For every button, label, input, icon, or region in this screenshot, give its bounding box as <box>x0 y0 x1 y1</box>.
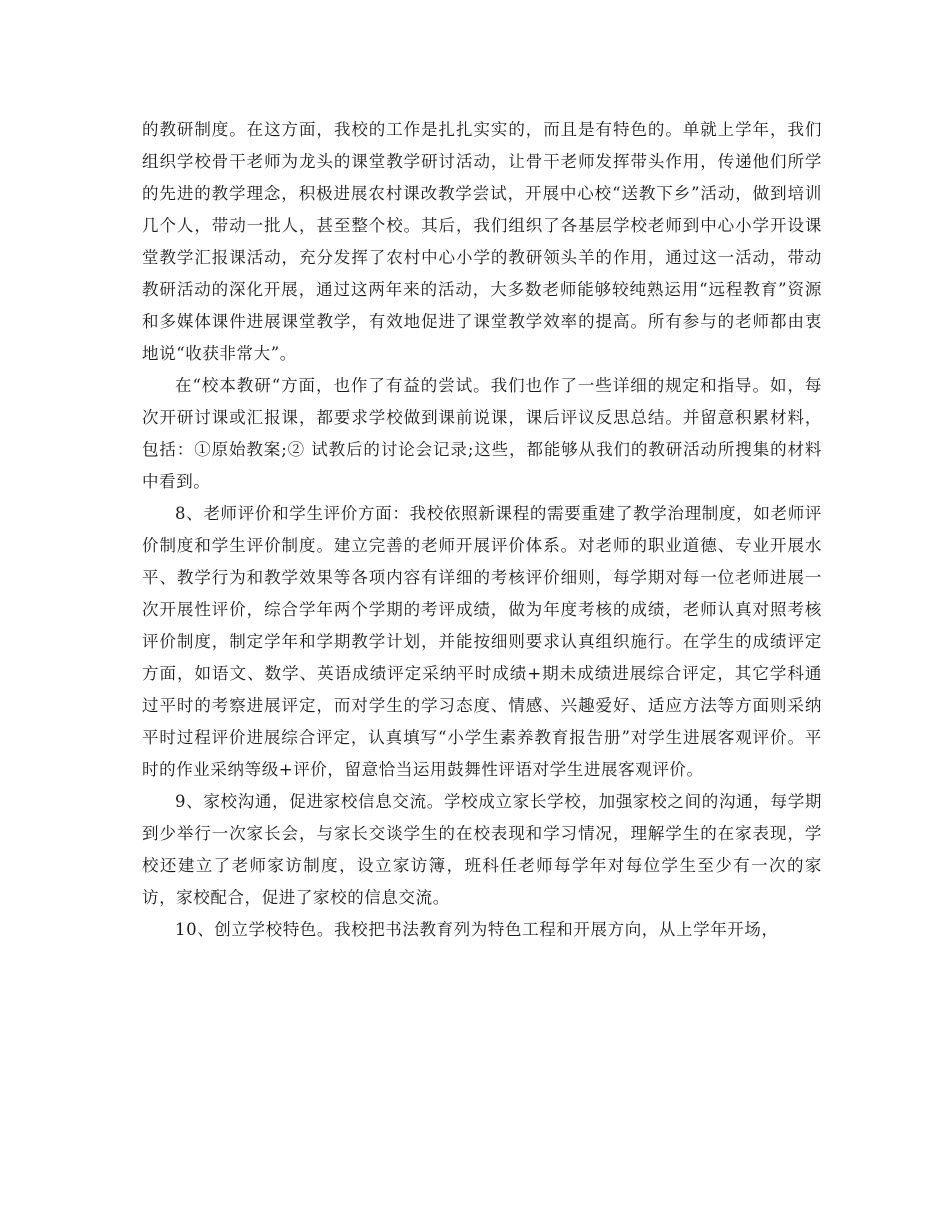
paragraph-2: 在“校本教研“方面，也作了有益的尝试。我们也作了一些详细的规定和指导。如，每次开研讨课或汇报课，都要求学校做到课前说课，课后评议反思总结。并留意积累材料，包括：①原始教案;② 试教后的讨论会记录;这些，都能够从我们的教研活动所搜集的材料中看到。 <box>142 376 822 491</box>
paragraph-5: 10、创立学校特色。我校把书法教育列为特色工程和开展方向，从上学年开场， <box>175 920 779 939</box>
paragraph-3: 8、老师评价和学生评价方面：我校依照新课程的需要重建了教学治理制度，如老师评价制度和学生评价制度。建立完善的老师开展评价体系。对老师的职业道德、专业开展水平、教学行为和教学效果等各项内容有详细的考核评价细则，每学期对每一位老师进展一次开展性评价，综合学年两个学期的考评成绩，做为年度考核的成绩，老师认真对照考核评价制度，制定学年和学期教学计划，并能按细则要求认真组织施行。在学生的成绩评定方面，如语文、数学、英语成绩评定采纳平时成绩+期未成绩进展综合评定，其它学科通过平时的考察进展评定，而对学生的学习态度、情感、兴趣爱好、适应方法等方面则采纳平时过程评价进展综合评定，认真填写“小学生素养教育报告册”对学生进展客观评价。平时的作业采纳等级+评价，留意恰当运用鼓舞性评语对学生进展客观评价。 <box>142 504 822 779</box>
paragraph-4: 9、家校沟通，促进家校信息交流。学校成立家长学校，加强家校之间的沟通，每学期到少举行一次家长会，与家长交谈学生的在校表现和学习情况，理解学生的在家表现，学校还建立了老师家访制度，设立家访簿，班科任老师每学年对每位学生至少有一次的家访，家校配合，促进了家校的信息交流。 <box>142 792 822 907</box>
paragraph-1: 的教研制度。在这方面，我校的工作是扎扎实实的，而且是有特色的。单就上学年，我们组织学校骨干老师为龙头的课堂教学研讨活动，让骨干老师发挥带头作用，传递他们所学的先进的教学理念，积极进展农村课改教学尝试，开展中心校“送教下乡”活动，做到培训几个人，带动一批人，甚至整个校。其后，我们组织了各基层学校老师到中心小学开设课堂教学汇报课活动，充分发挥了农村中心小学的教研领头羊的作用，通过这一活动，带动教研活动的深化开展，通过这两年来的活动，大多数老师能够较纯熟运用“远程教育”资源和多媒体课件进展课堂教学，有效地促进了课堂教学效率的提高。所有参与的老师都由衷地说“收获非常大”。 <box>142 120 822 363</box>
document-body <box>142 114 822 946</box>
